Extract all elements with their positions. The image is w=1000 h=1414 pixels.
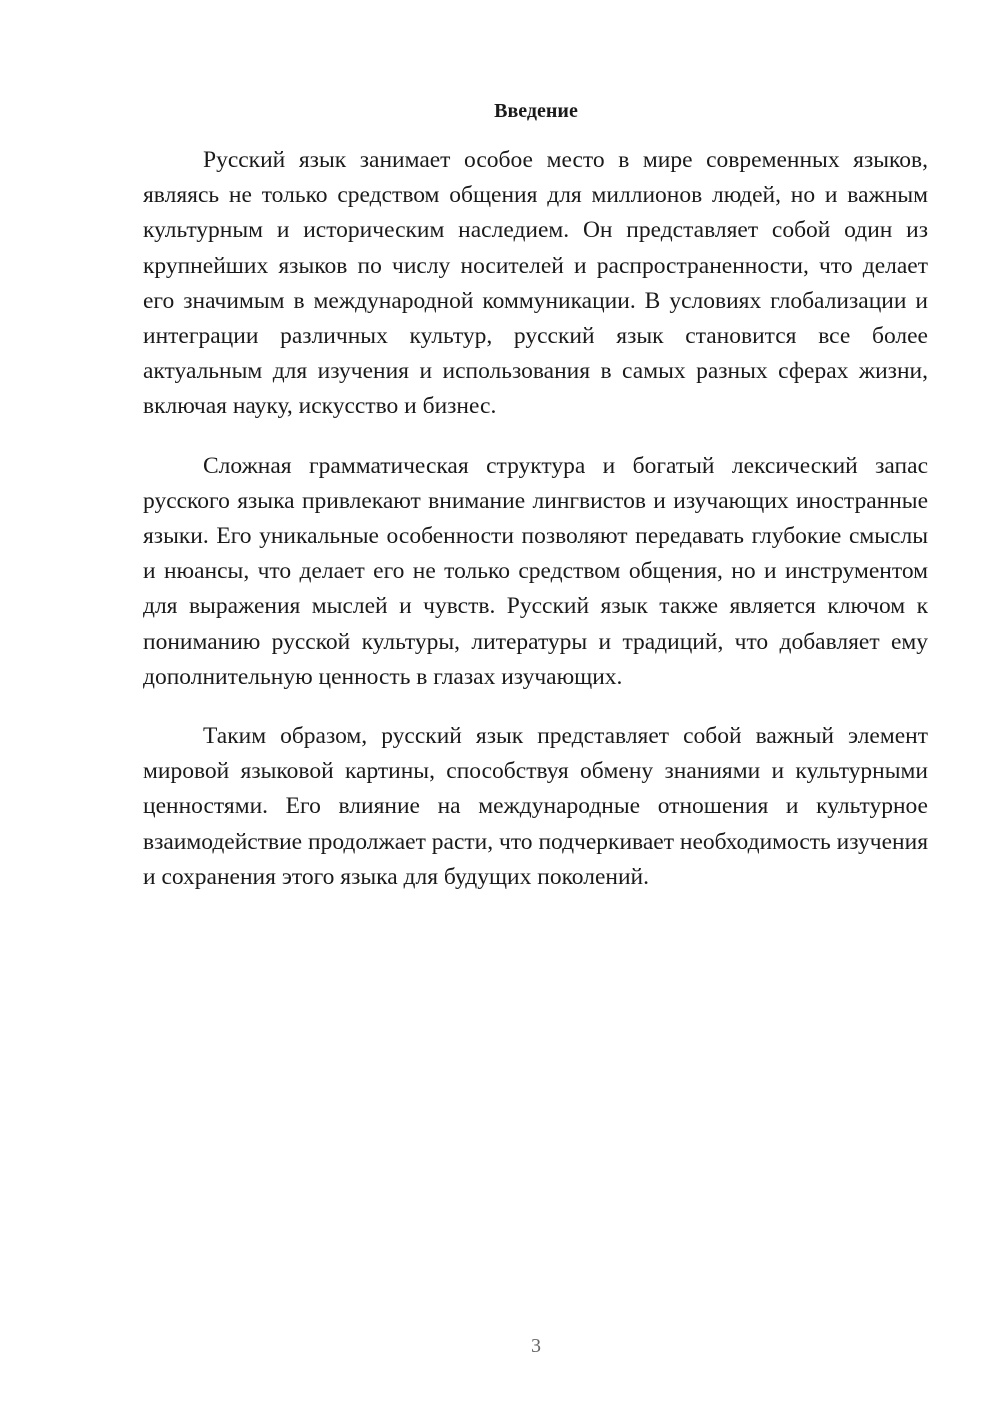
page-number: 3 [531,1335,541,1357]
paragraph-2: Сложная грамматическая структура и богатый лексический запас русского языка привлекают внимание лингвистов и изучающих иностранные языки. Его уникальные особенности позволяют передавать глубокие смыслы и нюансы, что делает его не только средством общения, но и инструментом для выражения мыслей и чувств. Русский язык также является ключом к пониманию русской культуры, литературы и традиций, что добавляет ему дополнительную ценность в глазах изучающих. [143,452,928,690]
body-text [143,143,928,919]
section-title: Введение [494,100,578,122]
paragraph-3: Таким образом, русский язык представляет собой важный элемент мировой языковой картины, способствуя обмену знаниями и культурными ценностями. Его влияние на международные отношения и культурное взаимодействие продолжает расти, что подчеркивает необходимость изучения и сохранения этого языка для будущих поколений. [143,723,928,890]
paragraph-1: Русский язык занимает особое место в мире современных языков, являясь не только средством общения для миллионов людей, но и важным культурным и историческим наследием. Он представляет собой один из крупнейших языков по числу носителей и распространенности, что делает его значимым в международной коммуникации. В условиях глобализации и интеграции различных культур, русский язык становится все более актуальным для изучения и использования в самых разных сферах жизни, включая науку, искусство и бизнес. [143,147,928,420]
